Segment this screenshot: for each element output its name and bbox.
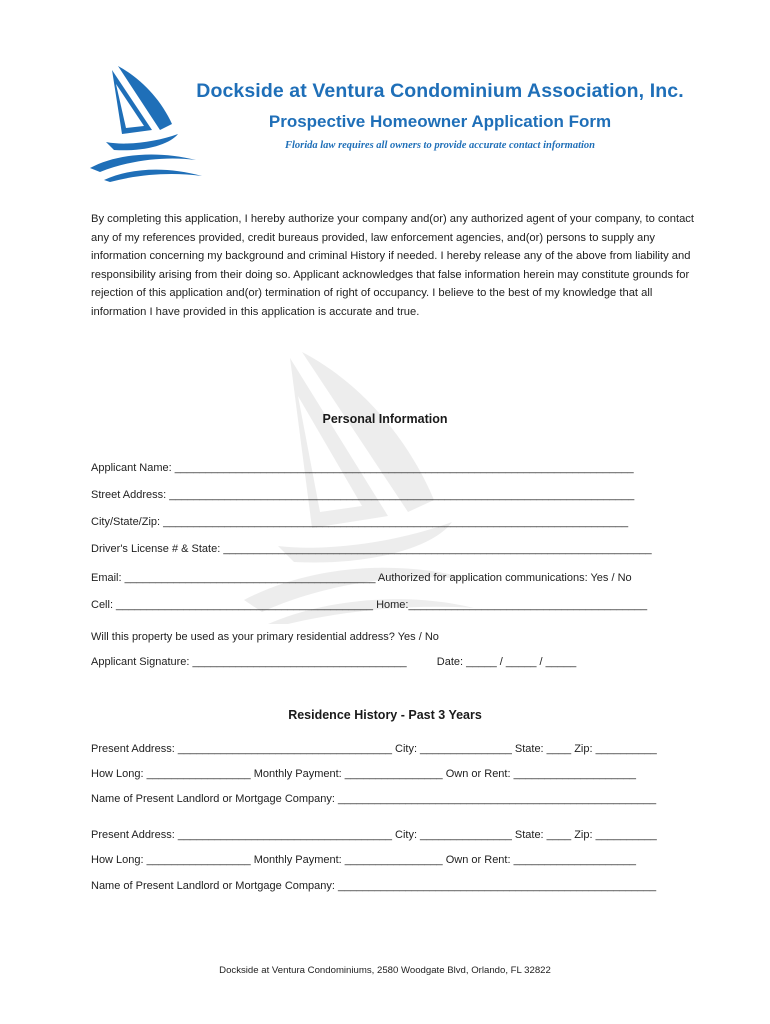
present-address-field-2[interactable]: Present Address: ___________________________________ City: _______________ State: ____ Zip: __________ [91, 829, 657, 841]
present-address-field-1[interactable]: Present Address: ___________________________________ City: _______________ State: ____ Zip: __________ [91, 743, 657, 755]
cell-field[interactable]: Cell: __________________________________________ [91, 599, 374, 611]
home-phone-field[interactable]: Home:_______________________________________ [376, 599, 648, 611]
email-row [91, 572, 632, 584]
form-title: Prospective Homeowner Application Form [268, 112, 612, 131]
personal-information-heading: Personal Information [322, 412, 448, 426]
date-field[interactable]: Date: _____ / _____ / _____ [436, 656, 577, 668]
email-authorization-option[interactable]: Authorized for application communications: Yes / No [377, 572, 632, 584]
legal-notice: Florida law requires all owners to provide accurate contact information [284, 140, 596, 151]
street-address-field[interactable]: Street Address: ____________________________________________________________________________ [91, 489, 635, 501]
landlord-field-1[interactable]: Name of Present Landlord or Mortgage Company: ____________________________________________________ [91, 793, 657, 805]
signature-row [91, 656, 576, 668]
form-header [190, 80, 690, 151]
phone-row [91, 599, 647, 611]
landlord-field-2[interactable]: Name of Present Landlord or Mortgage Company: ____________________________________________________ [91, 880, 657, 892]
city-state-zip-field[interactable]: City/State/Zip: ____________________________________________________________________________ [91, 516, 629, 528]
email-field[interactable]: Email: _________________________________________ [91, 572, 376, 584]
sailboat-logo-icon [86, 64, 206, 182]
how-long-field-2[interactable]: How Long: _________________ Monthly Payment: ________________ Own or Rent: ____________________ [91, 854, 636, 866]
organization-title: Dockside at Ventura Condominium Association, Inc. [196, 80, 684, 102]
residence-history-heading: Residence History - Past 3 Years [288, 708, 482, 722]
primary-residence-question[interactable]: Will this property be used as your primary residential address? Yes / No [91, 631, 439, 643]
how-long-field-1[interactable]: How Long: _________________ Monthly Payment: ________________ Own or Rent: ____________________ [91, 768, 636, 780]
authorization-paragraph: By completing this application, I hereby authorize your company and(or) any authorized agent of your company, to contact any of my references provided, credit bureaus provided, law enforcement agencies, and(or) persons to supply any information concerning my background and criminal History if needed. I hereby release any of the above from liability and responsibility arising from their doing so. Applicant acknowledges that false information herein may constitute grounds for rejection of this application and(or) termination of right of occupancy. I believe to the best of my knowledge that all information I have provided in this application is accurate and true. [91, 213, 695, 318]
applicant-signature-field[interactable]: Applicant Signature: ___________________________________ [91, 656, 407, 668]
applicant-name-field[interactable]: Applicant Name: ___________________________________________________________________________ [91, 462, 634, 474]
drivers-license-field[interactable]: Driver's License # & State: ______________________________________________________________________ [91, 543, 652, 555]
footer-address: Dockside at Ventura Condominiums, 2580 Woodgate Blvd, Orlando, FL 32822 [219, 965, 551, 976]
